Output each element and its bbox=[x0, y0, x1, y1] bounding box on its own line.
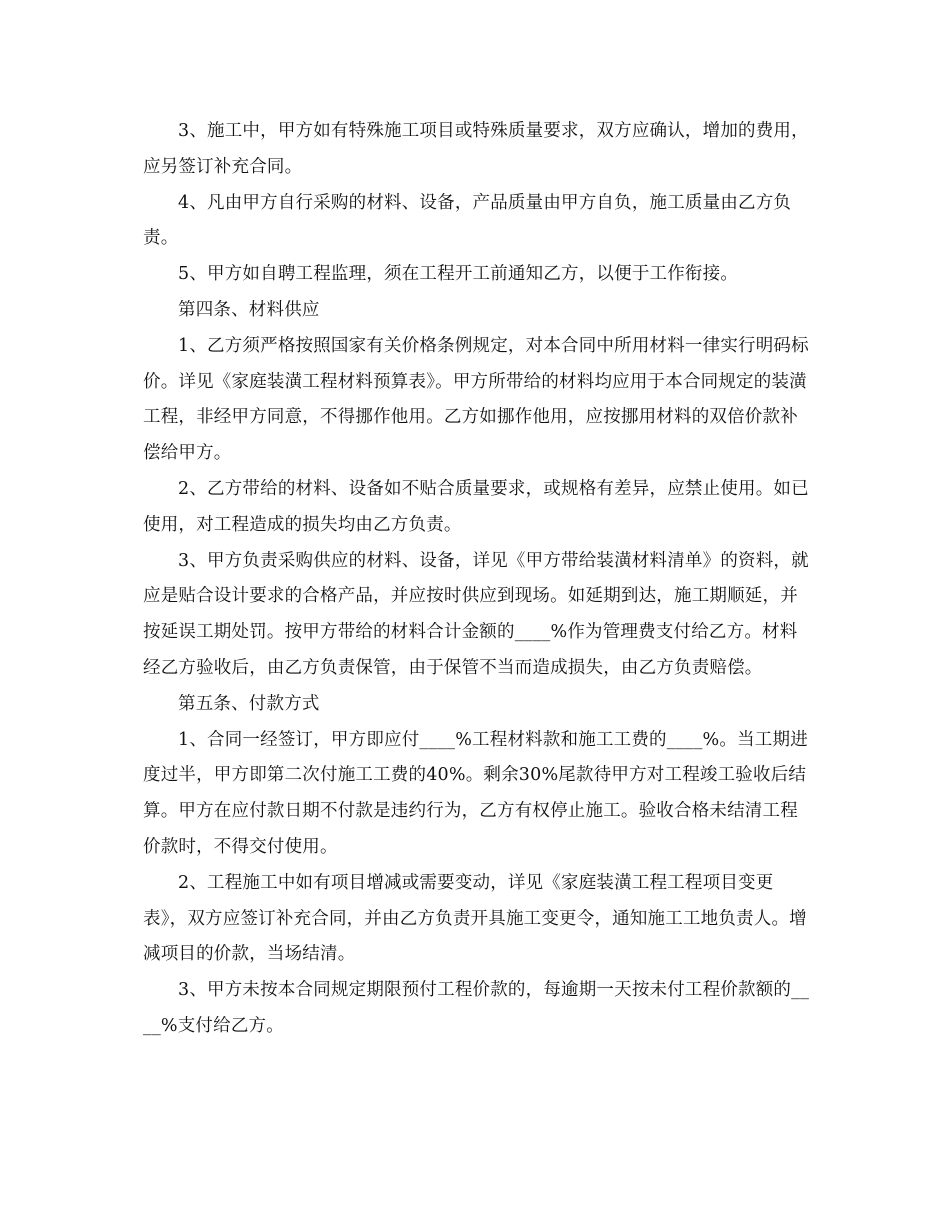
section-heading-article-5: 第五条、付款方式 bbox=[178, 693, 320, 714]
paragraph-clause-3-5: 5、甲方如自聘工程监理，须在工程开工前通知乙方，以便于工作衔接。 bbox=[178, 264, 739, 285]
paragraph-clause-5-3: 3、甲方未按本合同规定期限预付工程价款的，每逾期一天按未付工程价款额的____%支付给乙方。 bbox=[143, 980, 810, 1036]
section-heading-article-4: 第四条、材料供应 bbox=[178, 299, 320, 320]
paragraph-clause-3-3: 3、施工中，甲方如有特殊施工项目或特殊质量要求，双方应确认，增加的费用，应另签订补充合同。 bbox=[143, 121, 809, 177]
paragraph-clause-4-2: 2、乙方带给的材料、设备如不贴合质量要求，或规格有差异，应禁止使用。如已使用，对工程造成的损失均由乙方负责。 bbox=[143, 478, 809, 535]
paragraph-clause-5-1: 1、合同一经签订，甲方即应付____%工程材料款和施工工费的____%。当工期进度过半，甲方即第二次付施工工费的40%。剩余30%尾款待甲方对工程竣工验收后结算。甲方在应付款日期不付款是违约行为，乙方有权停止施工。验收合格未结清工程价款时，不得交付使用。 bbox=[143, 729, 808, 857]
paragraph-clause-5-2: 2、工程施工中如有项目增减或需要变动，详见《家庭装潢工程工程项目变更表》，双方应签订补充合同，并由乙方负责开具施工变更令，通知施工工地负责人。增减项目的价款，当场结清。 bbox=[143, 872, 807, 965]
document-body bbox=[143, 114, 811, 1045]
paragraph-clause-4-1: 1、乙方须严格按照国家有关价格条例规定，对本合同中所用材料一律实行明码标价。详见《家庭装潢工程材料预算表》。甲方所带给的材料均应用于本合同规定的装潢工程，非经甲方同意，不得挪作他用。乙方如挪作他用，应按挪用材料的双倍价款补偿给甲方。 bbox=[143, 335, 809, 464]
paragraph-clause-3-4: 4、凡由甲方自行采购的材料、设备，产品质量由甲方自负，施工质量由乙方负责。 bbox=[143, 192, 792, 249]
paragraph-clause-4-3: 3、甲方负责采购供应的材料、设备，详见《甲方带给装潢材料清单》的资料，就应是贴合设计要求的合格产品，并应按时供应到现场。如延期到达，施工期顺延，并按延误工期处罚。按甲方带给的材料合计金额的____%作为管理费支付给乙方。材料经乙方验收后，由乙方负责保管，由于保管不当而造成损失，由乙方负责赔偿。 bbox=[143, 550, 809, 678]
